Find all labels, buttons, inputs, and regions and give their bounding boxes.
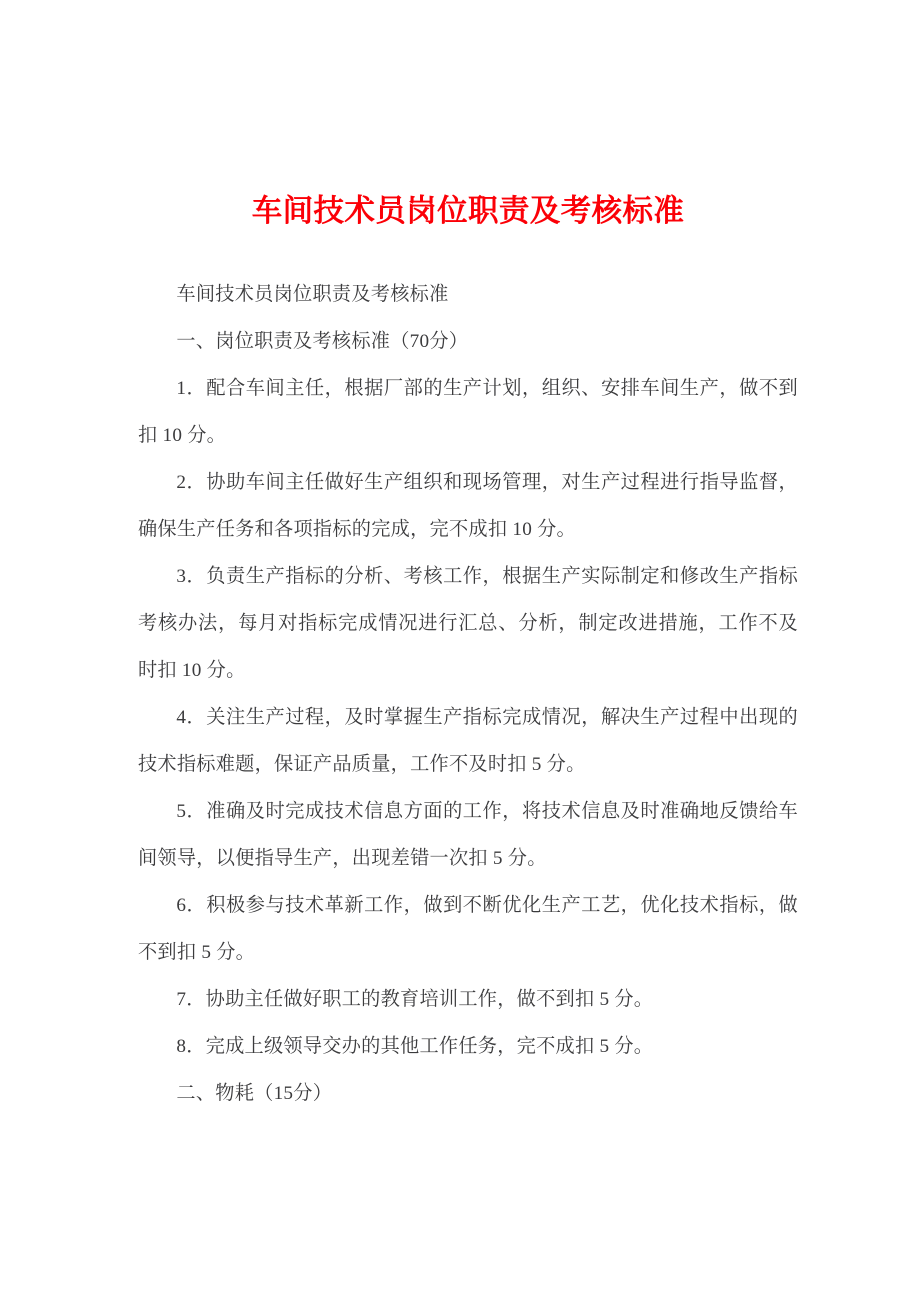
responsibility-item-2: 2．协助车间主任做好生产组织和现场管理，对生产过程进行指导监督，确保生产任务和各项指标的完成，完不成扣 10 分。: [138, 471, 798, 540]
responsibility-item-4: 4．关注生产过程，及时掌握生产指标完成情况，解决生产过程中出现的技术指标难题，保证产品质量，工作不及时扣 5 分。: [138, 706, 798, 775]
document-content: [138, 227, 798, 1117]
page-title: 车间技术员岗位职责及考核标准: [251, 194, 685, 228]
document-body: [138, 0, 798, 1117]
responsibility-item-3: 3．负责生产指标的分析、考核工作，根据生产实际制定和修改生产指标考核办法，每月对指标完成情况进行汇总、分析，制定改进措施，工作不及时扣 10 分。: [138, 565, 798, 681]
document-subtitle: 车间技术员岗位职责及考核标准: [176, 283, 449, 305]
section-heading-one: 一、岗位职责及考核标准（70分）: [176, 330, 469, 352]
section-heading-two: 二、物耗（15分）: [176, 1082, 333, 1104]
responsibility-item-5: 5．准确及时完成技术信息方面的工作，将技术信息及时准确地反馈给车间领导，以便指导生产，出现差错一次扣 5 分。: [138, 800, 798, 869]
responsibility-item-6: 6．积极参与技术革新工作，做到不断优化生产工艺，优化技术指标，做不到扣 5 分。: [138, 894, 798, 963]
responsibility-item-8: 8．完成上级领导交办的其他工作任务，完不成扣 5 分。: [176, 1035, 654, 1057]
responsibility-item-1: 1．配合车间主任，根据厂部的生产计划，组织、安排车间生产，做不到扣 10 分。: [138, 377, 798, 446]
responsibility-item-7: 7．协助主任做好职工的教育培训工作，做不到扣 5 分。: [176, 988, 654, 1010]
